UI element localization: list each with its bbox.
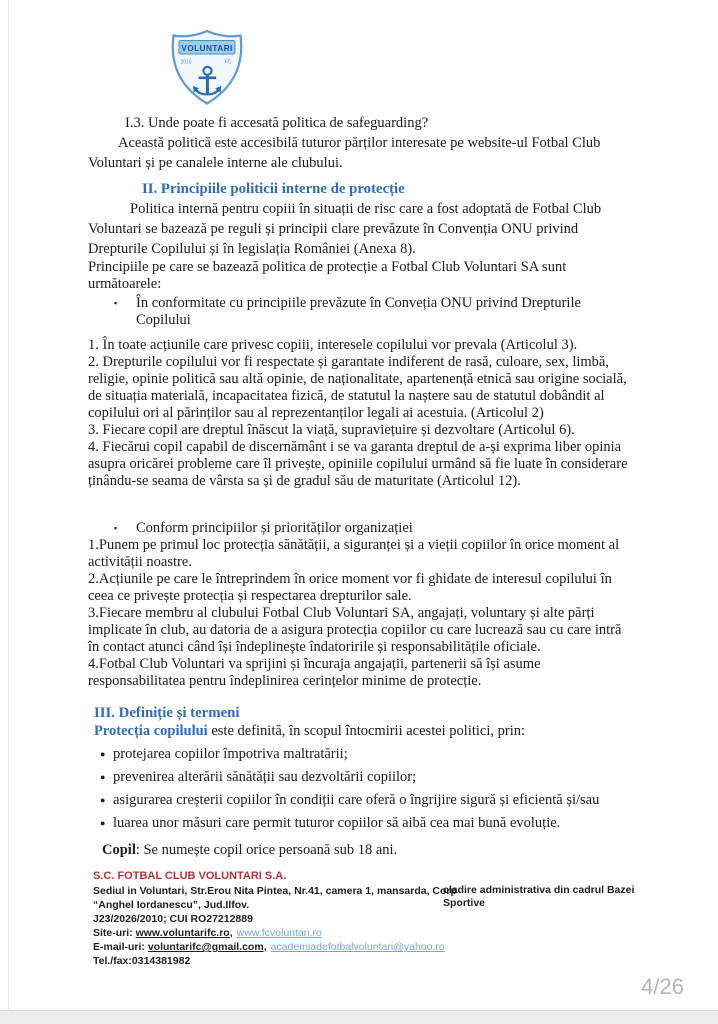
dot-bullet-icon: ● <box>100 772 106 782</box>
definition-bullet-text: protejarea copiilor împotriva maltratării; <box>113 746 348 762</box>
child-term-rest: : Se numește copil orice persoană sub 18 ani. <box>135 842 398 858</box>
site-link-fcvoluntari[interactable]: www.fcvoluntari.ro <box>236 927 322 939</box>
separator: , <box>263 941 267 953</box>
definition-lead-rest: este definită, în scopul întocmirii acestei politici, prin: <box>207 723 526 739</box>
commitment-item: 4.Fotbal Club Voluntari va sprijini și încuraja angajații, partenerii să își asume responsabilitatea pentru îndeplinirea cerințelor minime de protecție. <box>88 656 541 689</box>
scan-edge-line <box>8 0 9 1010</box>
email-link-gmail[interactable]: voluntarifc@gmail.com <box>147 941 264 953</box>
crest-year-text: 2010 <box>180 59 192 66</box>
email-link-yahoo[interactable]: academiadefotbalvoluntari@yahoo.ro <box>270 941 445 953</box>
definition-term: Protecția copilului <box>94 723 208 739</box>
footer-address-line-1: Sediul in Voluntari, Str.Erou Nita Pintea, Nr.41, camera 1, mansarda, Corp <box>93 885 457 897</box>
crest-fc-text: FC <box>224 59 232 66</box>
footer-side-note: cladire administrativa din cadrul Bazei Sportive <box>443 884 635 909</box>
definition-bullet <box>100 768 633 786</box>
principle-bullet-1-text: În conformitate cu principiile prevăzute în Conveția ONU privind Drepturile Copilului <box>136 295 581 328</box>
footer-company-name: S.C. FOTBAL CLUB VOLUNTARI S.A. <box>93 870 287 882</box>
document-footer <box>93 869 633 968</box>
definition-bullet <box>100 814 633 832</box>
commitment-item: 1.Punem pe primul loc protecția sănătății, a siguranței și a vieții copiilor în orice moment al activității noastre. <box>88 537 620 570</box>
principle-bullet-2 <box>88 520 633 537</box>
section-iii-heading: III. Definiție și termeni <box>94 705 240 721</box>
sites-label: Site-uri: <box>93 927 133 939</box>
principle-bullet-2-text: Conform principiilor și priorităților organizației <box>136 520 413 536</box>
section-ii-paragraph-1: Politica internă pentru copiii în situații de risc care a fost adoptată de Fotbal Club Voluntari se bazează pe reguli și principii clare prevăzute în Convenția ONU privind Drepturile Copilului și în legislația României (Anexa 8). <box>88 201 602 257</box>
section-ii-paragraph-2: Principiile pe care se bazează politica de protecție a Fotbal Club Voluntari SA sunt următoarele: <box>88 259 567 292</box>
intro-question: I.3. Unde poate fi accesată politica de safeguarding? <box>125 115 429 131</box>
commitment-item: 2.Acțiunile pe care le întreprindem în orice moment vor fi ghidate de interesul copilului în ceea ce privește protecția și respectarea drepturilor sale. <box>88 571 612 604</box>
intro-answer: Această politică este accesibilă tuturor părților interesate pe website-ul Fotbal Club Voluntari și pe canalele interne ale clubului. <box>88 135 601 171</box>
definition-bullet <box>100 745 633 763</box>
viewer-bottom-bar <box>0 1010 718 1024</box>
dot-bullet-icon: ● <box>100 818 106 828</box>
commitment-item: 3.Fiecare membru al clubului Fotbal Club Voluntari SA, angajați, voluntary și alte părți implicate în club, au datoria de a asigura protecția copiilor cu care lucrează sau cu care intră în contact atunci când își îndeplinește îndatoririle și responsabilitățile oficiale. <box>88 605 622 655</box>
square-bullet-icon: ▪ <box>114 523 118 533</box>
footer-emails-line <box>93 940 633 954</box>
commitments-list <box>88 537 633 690</box>
section-ii-heading: II. Principiile politicii interne de protecție <box>142 181 405 197</box>
separator: , <box>229 927 233 939</box>
dot-bullet-icon: ● <box>100 749 106 759</box>
club-crest-logo <box>168 28 246 106</box>
definition-bullet-list <box>88 745 633 832</box>
footer-sites-line <box>93 926 633 940</box>
definition-bullet-text: asigurarea creșterii copiilor în condiții care oferă o îngrijire sigură și eficientă și/sau <box>113 792 600 808</box>
crest-banner-text: VOLUNTARI <box>181 43 233 53</box>
definition-bullet-text: luarea unor măsuri care permit tuturor copiilor să aibă cea mai bună evoluție. <box>113 815 561 831</box>
footer-address-line-2: “Anghel Iordanescu”, Jud.Ilfov. <box>93 899 250 911</box>
footer-phone: Tel./fax:0314381982 <box>93 955 191 967</box>
definition-bullet <box>100 791 633 809</box>
child-definition <box>88 842 633 859</box>
definition-lead <box>88 722 633 740</box>
page-number-indicator: 4/26 <box>641 974 684 999</box>
child-term: Copil <box>102 842 136 858</box>
article-item: 3. Fiecare copil are dreptul înăscut la viață, supraviețuire și dezvoltare (Articolul 6). <box>88 422 575 438</box>
article-item: 2. Drepturile copilului vor fi respectate și garantate indiferent de rasă, culoare, sex, limbă, religie, opinie politică sau altă opinie, de naționalitate, apartenență etnică sau origine socială, de situația materială, incapacitatea fizică, de statutul la naștere sau de statutul dobândit al copilului ori al părinților sau al reprezentanților legali ai acestuia. (Articolul 2) <box>88 354 627 421</box>
anchor-icon: ⚓ <box>189 59 225 105</box>
definition-bullet-text: prevenirea alterării sănătății sau dezvoltării copiilor; <box>113 769 417 785</box>
article-item: 4. Fiecărui copil capabil de discernământ i se va garanta dreptul de a-și exprima liber opinia asupra oricărei probleme care îl privește, opiniile copilului urmând să fie luate în considerare ținându-se seama de vârsta sa și de gradul său de maturitate (Articolul 12). <box>88 439 628 489</box>
un-articles-list <box>88 337 633 490</box>
square-bullet-icon: ▪ <box>114 298 118 308</box>
site-link-voluntarifc[interactable]: www.voluntarifc.ro <box>135 927 230 939</box>
emails-label: E-mail-uri: <box>93 941 145 953</box>
footer-registration: J23/2026/2010; CUI RO27212889 <box>93 913 253 925</box>
dot-bullet-icon: ● <box>100 795 106 805</box>
article-item: 1. În toate acțiunile care privesc copiii, interesele copilului vor prevala (Articolul 3). <box>88 337 578 353</box>
principle-bullet-1 <box>88 295 633 329</box>
